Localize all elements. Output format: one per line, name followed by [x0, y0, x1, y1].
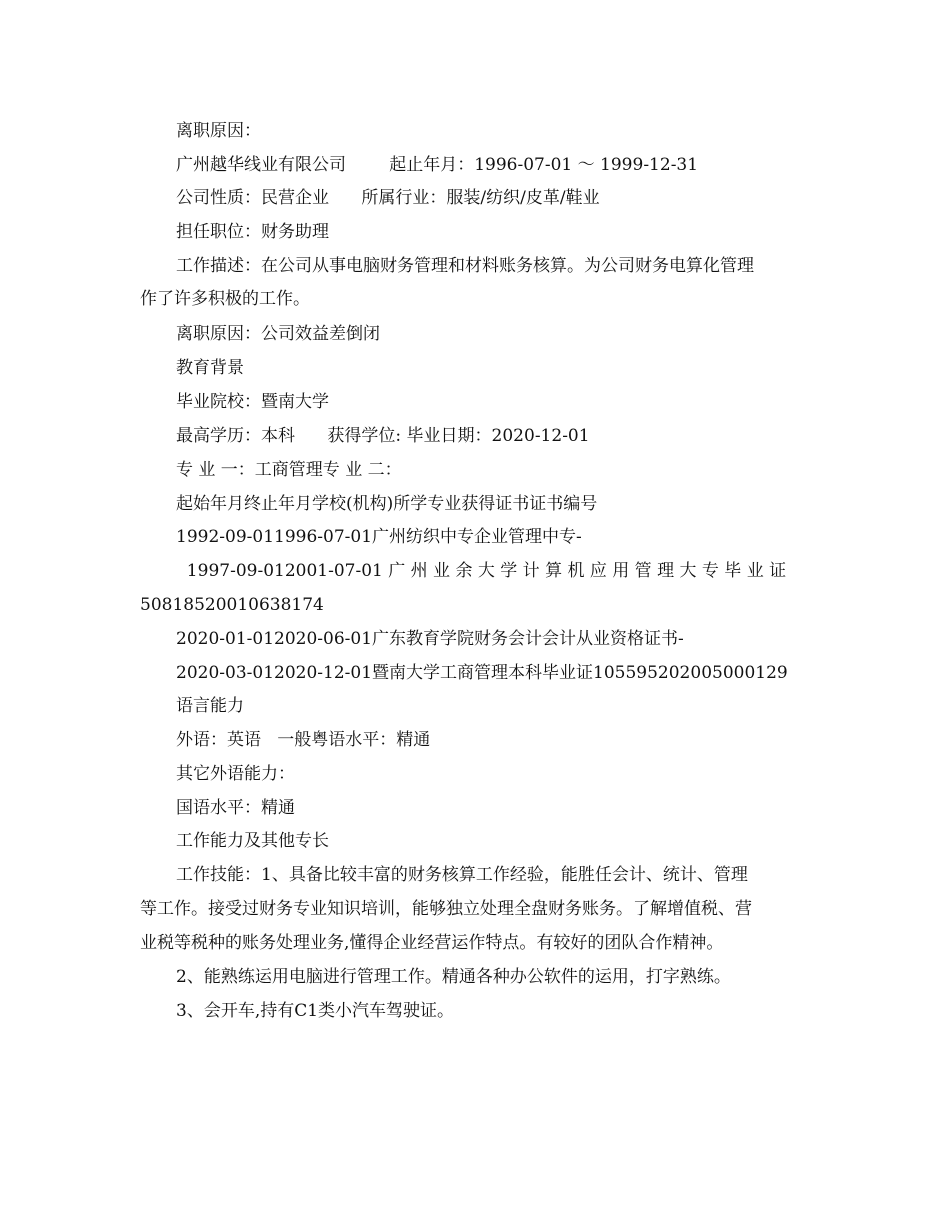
skills-item-3: 3、会开车,持有C1类小汽车驾驶证。: [176, 1001, 455, 1021]
resignation-reason-label: 离职原因：: [176, 121, 261, 141]
skills-line-3: 业税等税种的账务处理业务,懂得企业经营运作特点。有较好的团队合作精神。: [140, 933, 724, 953]
job-description-line-1: 工作描述：在公司从事电脑财务管理和材料账务核算。为公司财务电算化管理: [176, 256, 754, 276]
language-heading: 语言能力: [176, 696, 244, 716]
majors: 专 业 一：工商管理专 业 二：: [176, 460, 402, 480]
school: 毕业院校：暨南大学: [176, 392, 329, 412]
company-type-industry: 公司性质：民营企业 所属行业：服装/纺织/皮革/鞋业: [176, 188, 600, 208]
degree-and-graduation: 最高学历：本科 获得学位: 毕业日期：2020-12-01: [176, 426, 590, 446]
education-entry-4: 2020-03-012020-12-01暨南大学工商管理本科毕业证105595202005000129: [176, 663, 788, 683]
education-heading: 教育背景: [176, 358, 244, 378]
skills-line-2: 等工作。接受过财务专业知识培训，能够独立处理全盘财务账务。了解增值税、营: [140, 899, 752, 919]
position-held: 担任职位：财务助理: [176, 222, 329, 242]
education-entry-1: 1992-09-011996-07-01广州纺织中专企业管理中专-: [176, 527, 582, 547]
skills-item-2: 2、能熟练运用电脑进行管理工作。精通各种办公软件的运用，打字熟练。: [176, 967, 731, 987]
skills-heading: 工作能力及其他专长: [176, 831, 329, 851]
other-languages: 其它外语能力：: [176, 764, 295, 784]
education-entry-2: 1997-09-012001-07-01 广 州 业 余 大 学 计 算 机 应 用 管 理 大 专 毕 业 证: [176, 561, 787, 581]
job-description-line-2: 作了许多积极的工作。: [140, 289, 310, 309]
education-table-header: 起始年月终止年月学校(机构)所学专业获得证书证书编号: [176, 494, 598, 514]
education-entry-3: 2020-01-012020-06-01广东教育学院财务会计会计从业资格证书-: [176, 629, 684, 649]
foreign-language: 外语：英语 一般粤语水平：精通: [176, 730, 431, 750]
skills-line-1: 工作技能：1、具备比较丰富的财务核算工作经验，能胜任会计、统计、管理: [176, 865, 748, 885]
resignation-reason: 离职原因：公司效益差倒闭: [176, 324, 380, 344]
mandarin-level: 国语水平：精通: [176, 798, 295, 818]
education-entry-2-certificate: 50818520010638174: [140, 595, 324, 615]
company-and-dates: 广州越华线业有限公司 起止年月：1996-07-01 ～ 1999-12-31: [176, 155, 699, 175]
